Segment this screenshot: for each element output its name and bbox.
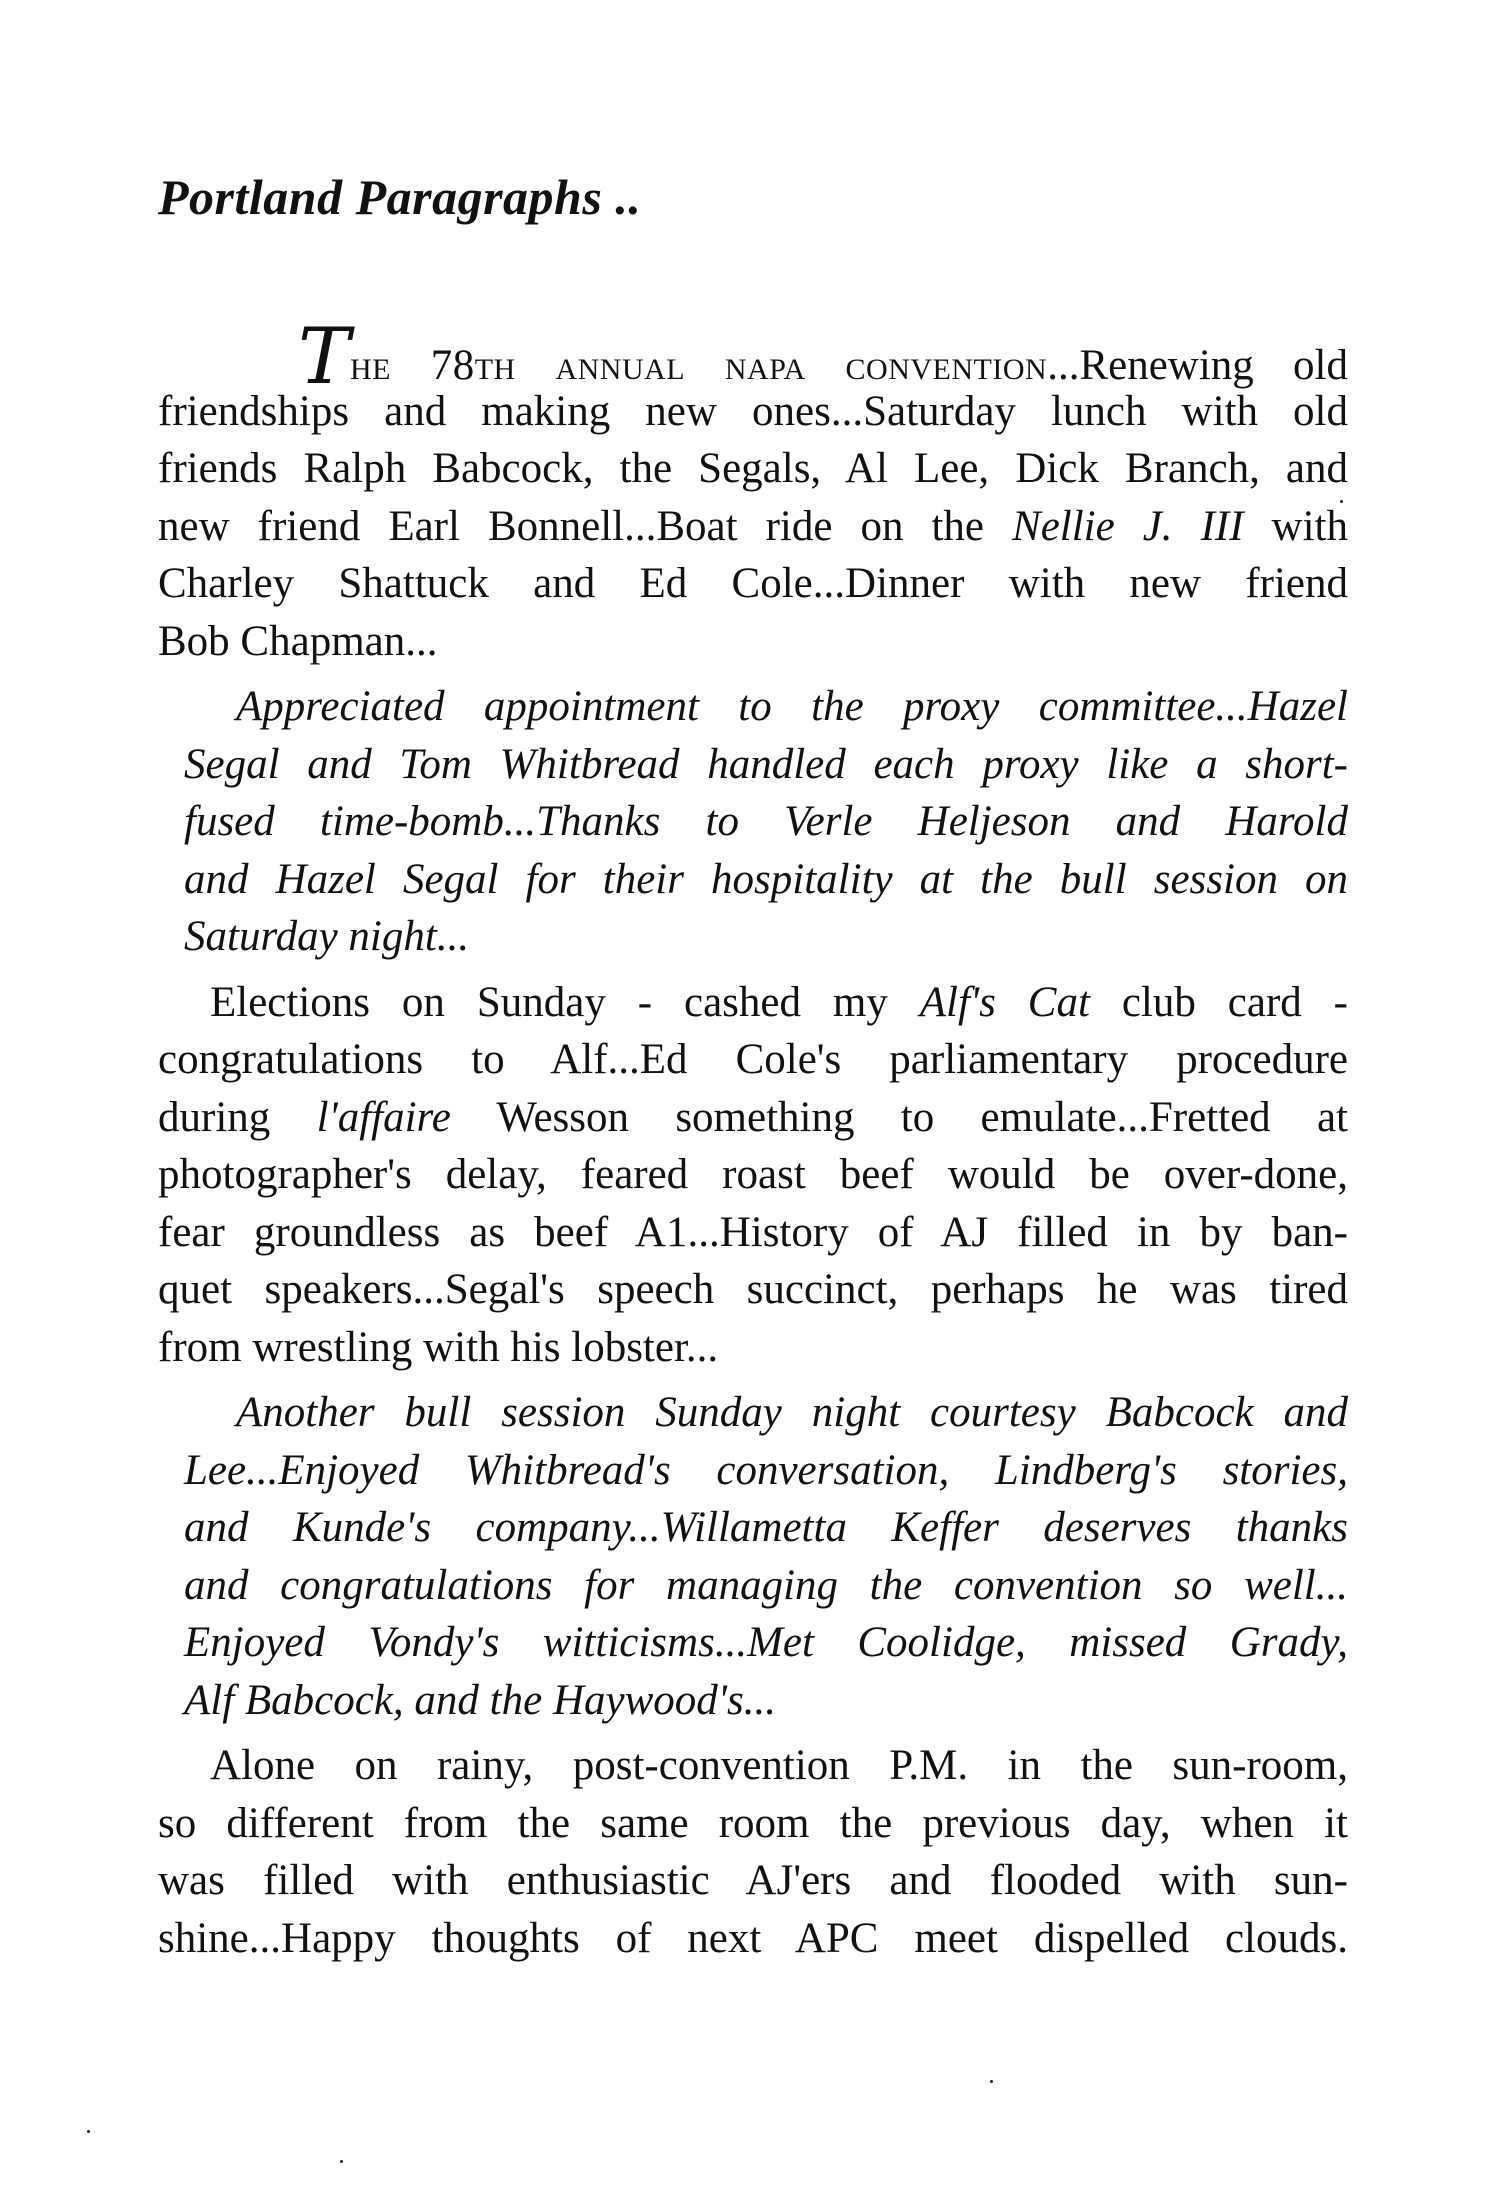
text-line: and Kunde's company...Willametta Keffer deserves thanks [184, 1504, 1348, 1551]
line-text: during [158, 1093, 317, 1141]
text-line: fear groundless as beef A1...History of AJ filled in by ban- [158, 1208, 1348, 1256]
line-text: Elections on Sunday - cashed my [210, 978, 920, 1026]
paragraph-5 [158, 1737, 1348, 1967]
text-line: friendships and making new ones...Saturday lunch with old [158, 387, 1348, 435]
text-line: Another bull session Sunday night courtesy Babcock and [236, 1389, 1348, 1436]
club-name: Alf's Cat [919, 978, 1090, 1026]
text-line: Lee...Enjoyed Whitbread's conversation, Lindberg's stories, [184, 1446, 1348, 1494]
paragraph-2 [158, 678, 1348, 966]
text-line: friends Ralph Babcock, the Segals, Al Lee, Dick Branch, and [158, 445, 1348, 492]
italic-phrase: l'affaire [316, 1093, 451, 1141]
text-line: and congratulations for managing the convention so well... [184, 1561, 1348, 1609]
article-body [158, 312, 1348, 1975]
text-line: Enjoyed Vondy's witticisms...Met Coolidge, missed Grady, [184, 1619, 1348, 1666]
text-line: Charley Shattuck and Ed Cole...Dinner with new friend [158, 560, 1348, 607]
boat-name: Nellie J. III [1012, 502, 1244, 550]
text-line: Alone on rainy, post-convention P.M. in the sun-room, [210, 1742, 1348, 1789]
text-line: photographer's delay, feared roast beef would be over-done, [158, 1151, 1348, 1198]
page-heading: Portland Paragraphs .. [158, 169, 642, 225]
text-line: fused time-bomb...Thanks to Verle Heljeson and Harold [184, 798, 1348, 845]
text-line: quet speakers...Segal's speech succinct, perhaps he was tired [158, 1266, 1348, 1313]
line-text: club card - [1089, 978, 1348, 1026]
text-line: congratulations to Alf...Ed Cole's parliamentary procedure [158, 1036, 1348, 1083]
paragraph-1 [158, 312, 1348, 670]
text-line: Bob Chapman... [158, 617, 438, 665]
paragraph-3 [158, 974, 1348, 1377]
scan-speck [990, 2080, 993, 2083]
scan-speck [340, 2160, 343, 2163]
text-line: and Hazel Segal for their hospitality at the bull session on [184, 855, 1348, 903]
lead-in-smallcaps: he 78th annual napa convention [350, 342, 1048, 389]
text-line: Appreciated appointment to the proxy committee...Hazel [236, 683, 1348, 730]
text-line: shine...Happy thoughts of next APC meet dispelled clouds. [158, 1914, 1348, 1962]
text-line: Saturday night... [184, 913, 470, 960]
line-text: with [1243, 502, 1348, 550]
text-line: Segal and Tom Whitbread handled each proxy like a short- [184, 740, 1348, 788]
text-line: Alf Babcock, and the Haywood's... [184, 1676, 776, 1724]
line-text: ...Renewing old [1047, 342, 1348, 389]
text-line [158, 498, 1348, 556]
line-text: new friend Earl Bonnell...Boat ride on the [158, 502, 1013, 550]
scan-speck [87, 2130, 90, 2133]
text-line: was filled with enthusiastic AJ'ers and flooded with sun- [158, 1857, 1348, 1904]
text-line: The 78th annual napa convention...Renewing old [298, 312, 1348, 402]
scan-speck [1340, 500, 1343, 503]
text-line [158, 974, 1348, 1032]
paragraph-4 [158, 1384, 1348, 1729]
text-line: from wrestling with his lobster... [158, 1323, 719, 1371]
line-text: Wesson something to emulate...Fretted at [450, 1093, 1348, 1141]
text-line: so different from the same room the previous day, when it [158, 1799, 1348, 1847]
text-line [158, 1089, 1348, 1147]
